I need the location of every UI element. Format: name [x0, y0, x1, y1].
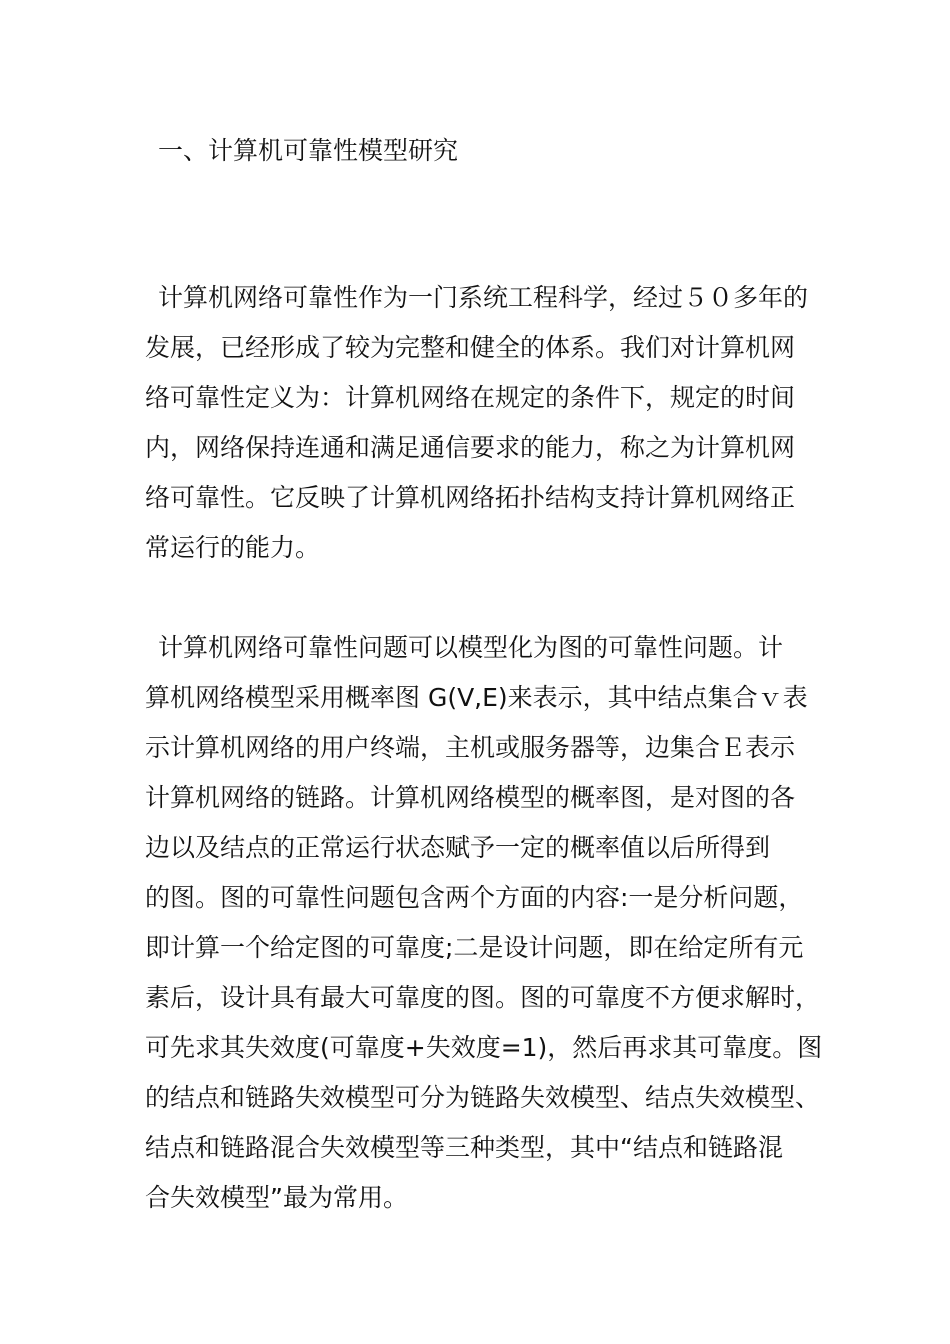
paragraph-line: 络可靠性。它反映了计算机网络拓扑结构支持计算机网络正 [145, 483, 796, 512]
paragraph-line: 边以及结点的正常运行状态赋予一定的概率值以后所得到 [145, 833, 771, 862]
paragraph-line: 内，网络保持连通和满足通信要求的能力，称之为计算机网 [145, 433, 796, 462]
paragraph-line: 常运行的能力。 [145, 533, 321, 562]
paragraph-line: 计算机网络可靠性问题可以模型化为图的可靠性问题。计 [158, 633, 784, 662]
paragraph-line: 络可靠性定义为：计算机网络在规定的条件下，规定的时间 [145, 383, 796, 412]
paragraph-line: 可先求其失效度(可靠度+失效度=1)，然后再求其可靠度。图 [145, 1033, 823, 1062]
paragraph-line: 发展，已经形成了较为完整和健全的体系。我们对计算机网 [145, 333, 796, 362]
paragraph-reliability-definition [145, 273, 808, 573]
paragraph-line: 的图。图的可靠性问题包含两个方面的内容:一是分析问题， [145, 883, 804, 912]
paragraph-line: 结点和链路混合失效模型等三种类型，其中“结点和链路混 [145, 1133, 783, 1162]
paragraph-line: 示计算机网络的用户终端，主机或服务器等，边集合Ｅ表示 [145, 733, 796, 762]
paragraph-line: 即计算一个给定图的可靠度;二是设计问题，即在给定所有元 [145, 933, 804, 962]
paragraph-line: 计算机网络的链路。计算机网络模型的概率图，是对图的各 [145, 783, 796, 812]
section-heading: 一、计算机可靠性模型研究 [158, 136, 459, 165]
paragraph-line: 合失效模型”最为常用。 [145, 1183, 408, 1212]
paragraph-line: 算机网络模型采用概率图 G(V,E)来表示，其中结点集合ｖ表 [145, 683, 808, 712]
paragraph-line: 计算机网络可靠性作为一门系统工程科学，经过５０多年的 [158, 283, 809, 312]
paragraph-line: 的结点和链路失效模型可分为链路失效模型、结点失效模型、 [145, 1083, 821, 1112]
paragraph-graph-model [145, 623, 822, 1223]
paragraph-line: 素后，设计具有最大可靠度的图。图的可靠度不方便求解时， [145, 983, 821, 1012]
